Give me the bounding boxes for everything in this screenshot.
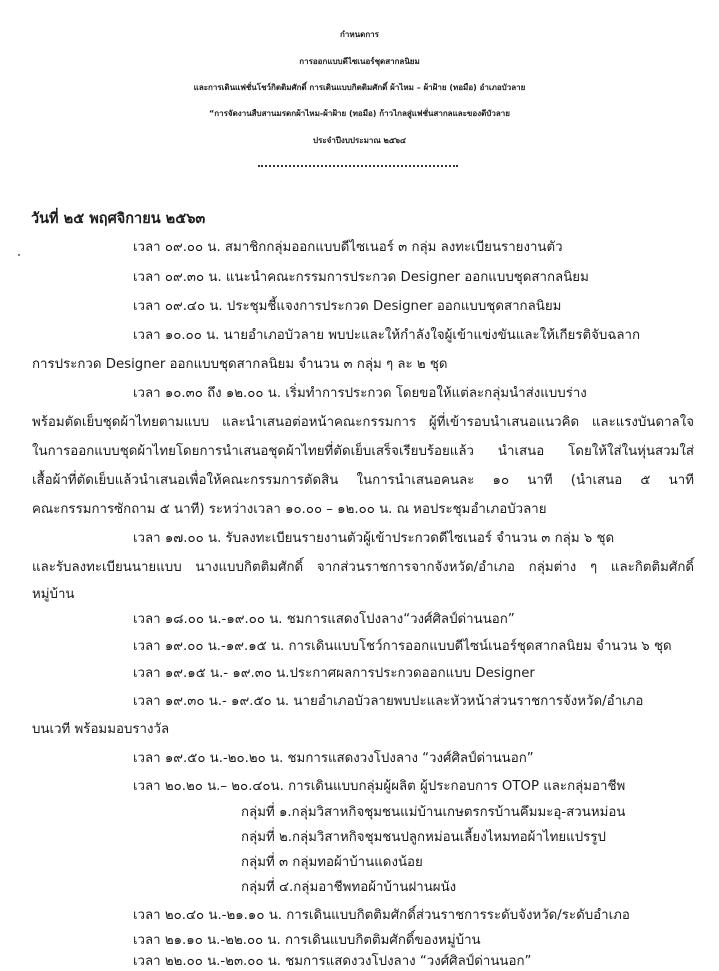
title-line-5: ประจำปีงบประมาณ ๒๕๖๔	[312, 136, 407, 145]
schedule-line: การประกวด Designer ออกแบบชุดสากลนิยม จำนวน ๓ กลุ่ม ๆ ละ ๒ ชุด	[32, 357, 448, 372]
group-line: กลุ่มที่ ๑.กลุ่มวิสาหกิจชุมชนแม่บ้านเกษตรกรบ้านคึมมะอุ-สวนหม่อน	[241, 805, 626, 820]
schedule-line: เวลา ๑๗.๐๐ น. รับลงทะเบียนรายงานตัวผู้เข้าประกวดดีไซเนอร์ จำนวน ๓ กลุ่ม ๖ ชุด	[133, 531, 615, 546]
schedule-line: เวลา ๒๐.๒๐ น.– ๒๐.๔๐น. การเดินแบบกลุ่มผู้ผลิต ผู้ประกอบการ OTOP และกลุ่มอาชีพ	[133, 779, 626, 794]
schedule-line: เวลา ๑๘.๐๐ น.-๑๙.๐๐ น. ชมการแสดงโปงลาง“วงศ์ศิลป์ด่านนอก”	[133, 612, 515, 627]
schedule-line: เวลา ๒๐.๔๐ น.-๒๑.๑๐ น. การเดินแบบกิตติมศักดิ์ส่วนราชการระดับจังหวัด/ระดับอำเภอ	[133, 908, 630, 923]
schedule-line: หมู่บ้าน	[32, 587, 75, 602]
group-line: กลุ่มที่ ๒.กลุ่มวิสาหกิจชุมชนปลูกหม่อนเลี้ยงไหมทอผ้าไทยแปรรูป	[241, 830, 606, 845]
dotted-divider	[258, 165, 458, 167]
stray-mark	[18, 254, 20, 256]
schedule-line: เวลา ๒๑.๑๐ น.-๒๒.๐๐ น. การเดินแบบกิตติมศักดิ์ของหมู่บ้าน	[133, 933, 481, 948]
document-title: กำหนดการ	[340, 30, 379, 39]
schedule-line: เวลา ๐๙.๓๐ น. แนะนำคณะกรรมการประกวด Designer ออกแบบชุดสากลนิยม	[133, 270, 589, 285]
title-line-4: “การจัดงานสืบสานมรดกผ้าไหม-ผ้าฝ้าย (ทอมือ) ก้าวไกลสู่แฟชั่นสากลและของดีบัวลาย	[209, 109, 510, 118]
schedule-line: เวลา ๐๙.๔๐ น. ประชุมชี้แจงการประกวด Designer ออกแบบชุดสากลนิยม	[133, 299, 562, 314]
schedule-line: เวลา ๑๙.๑๕ น.- ๑๙.๓๐ น.ประกาศผลการประกวดออกแบบ Designer	[133, 666, 535, 681]
schedule-line: เวลา ๑๙.๐๐ น.-๑๙.๑๕ น. การเดินแบบโชว์การออกแบบดีไซน์เนอร์ชุดสากลนิยม จำนวน ๖ ชุด	[133, 639, 672, 654]
group-line: กลุ่มที่ ๔.กลุ่มอาชีพทอผ้าบ้านฝานผนัง	[241, 880, 457, 895]
schedule-line: บนเวที พร้อมมอบรางวัล	[32, 722, 170, 737]
schedule-line: ในการออกแบบชุดผ้าไทยโดยการนำเสนอชุดผ้าไทยที่ตัดเย็บเสร็จเรียบร้อยแล้ว นำเสนอ โดยให้ใส่ในหุ่นสวมใส่	[32, 444, 694, 459]
schedule-line: เสื้อผ้าที่ตัดเย็บแล้วนำเสนอเพื่อให้คณะกรรมการตัดสิน ในการนำเสนอคนละ ๑๐ นาที (นำเสนอ ๕ นาที	[32, 473, 694, 488]
title-line-2: การออกแบบดีไซเนอร์ชุดสากลนิยม	[299, 57, 420, 66]
schedule-line: เวลา ๐๙.๐๐ น. สมาชิกกลุ่มออกแบบดีไซเนอร์ ๓ กลุ่ม ลงทะเบียนรายงานตัว	[133, 240, 563, 255]
title-line-3: และการเดินแฟชั่นโชว์กิตติมศักดิ์ การเดินแบบกิตติมศักดิ์ ผ้าไหม – ผ้าฝ้าย (ทอมือ) อำเภอบัวลาย	[193, 83, 526, 92]
schedule-line: เวลา ๑๐.๓๐ ถึง ๑๒.๐๐ น. เริ่มทำการประกวด โดยขอให้แต่ละกลุ่มนำส่งแบบร่าง	[133, 386, 587, 401]
schedule-line: เวลา ๑๙.๓๐ น.- ๑๙.๕๐ น. นายอำเภอบัวลายพบปะและหัวหน้าส่วนราชการจังหวัด/อำเภอ	[133, 694, 644, 709]
schedule-line: พร้อมตัดเย็บชุดผ้าไทยตามแบบ และนำเสนอต่อหน้าคณะกรรมการ ผู้ที่เข้ารอบนำเสนอแนวคิด และแรงบันดาลใจ	[32, 415, 694, 430]
schedule-line: เวลา ๒๒.๐๐ น.-๒๓.๐๐ น. ชมการแสดงวงโปงลาง “วงศ์ศิลป์ด่านนอก”	[133, 954, 532, 969]
schedule-line: เวลา ๑๐.๐๐ น. นายอำเภอบัวลาย พบปะและให้กำลังใจผู้เข้าแข่งขันและให้เกียรติจับฉลาก	[133, 328, 641, 343]
schedule-line: คณะกรรมการซักถาม ๕ นาที) ระหว่างเวลา ๑๐.๐๐ – ๑๒.๐๐ น. ณ หอประชุมอำเภอบัวลาย	[32, 502, 547, 517]
group-line: กลุ่มที่ ๓ กลุ่มทอผ้าบ้านแดงน้อย	[241, 855, 423, 870]
schedule-date: วันที่ ๒๕ พฤศจิกายน ๒๕๖๓	[31, 211, 206, 227]
schedule-line: เวลา ๑๙.๕๐ น.-๒๐.๒๐ น. ชมการแสดงวงโปงลาง “วงศ์ศิลป์ด่านนอก”	[133, 751, 534, 766]
schedule-line: และรับลงทะเบียนนายแบบ นางแบบกิตติมศักดิ์ จากส่วนราชการจากจังหวัด/อำเภอ กลุ่มต่าง ๆ และกิตติมศักดิ์	[32, 560, 694, 575]
